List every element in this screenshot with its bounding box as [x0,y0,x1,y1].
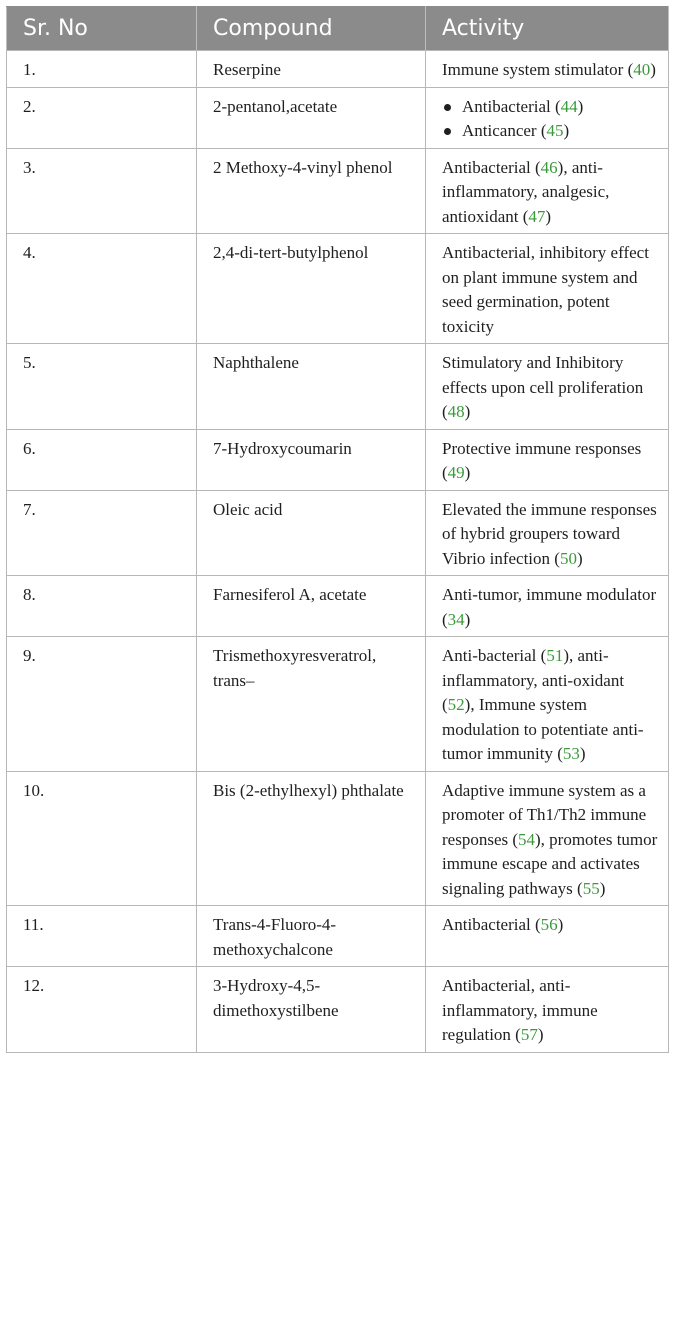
cell-activity [426,148,669,234]
cell-sr-no: 5. [7,344,197,430]
activity-text: ) [599,878,606,898]
cell-compound: 3-Hydroxy-4,5-dimethoxystilbene [197,967,426,1053]
cell-activity [426,87,669,148]
cell-sr-no: 4. [7,234,197,344]
cell-activity [426,344,669,430]
table-row [7,490,669,576]
header-activity: Activity [426,7,669,51]
reference-link[interactable]: 51 [546,646,564,665]
activity-text: Elevated the immune responses of hybrid groupers toward Vibrio infection ( [442,499,657,568]
reference-link[interactable]: 49 [447,463,465,482]
cell-activity [426,576,669,637]
cell-sr-no: 2. [7,87,197,148]
compound-activity-table [6,6,669,1053]
reference-link[interactable]: 44 [560,96,578,116]
cell-compound: Reserpine [197,51,426,88]
table-row [7,51,669,88]
activity-text: Anticancer ( [462,121,547,140]
activity-text: ), anti-inflammatory, analgesic, antioxidant ( [442,157,610,226]
cell-compound: Oleic acid [197,490,426,576]
activity-text: ) [650,60,656,79]
activity-text: Protective immune responses ( [442,438,642,482]
cell-activity [426,429,669,490]
table-row [7,637,669,772]
activity-text: Antibacterial ( [442,915,541,934]
activity-text: ) [576,548,583,568]
activity-text: Stimulatory and Inhibitory effects upon cell proliferation ( [442,353,644,421]
cell-activity [426,771,669,906]
header-compound: Compound [197,7,426,51]
table-row [7,771,669,906]
table-row [7,429,669,490]
reference-link[interactable]: 56 [540,915,558,934]
cell-sr-no: 1. [7,51,197,88]
cell-activity [426,51,669,88]
table-row [7,148,669,234]
reference-link[interactable]: 45 [546,121,564,140]
cell-sr-no: 7. [7,490,197,576]
cell-compound: Trans-4-Fluoro-4-methoxychalcone [197,906,426,967]
activity-list [442,95,660,144]
activity-text: ), Immune system modulation to potentiate anti-tumor immunity ( [442,695,644,763]
cell-compound: Trismethoxyresveratrol, trans– [197,637,426,772]
cell-sr-no: 10. [7,771,197,906]
reference-link[interactable]: 54 [518,829,536,849]
table-row [7,576,669,637]
reference-link[interactable]: 57 [520,1025,538,1044]
activity-text: Anti-bacterial ( [442,646,547,665]
cell-sr-no: 11. [7,906,197,967]
cell-sr-no: 8. [7,576,197,637]
reference-link[interactable]: 48 [447,402,465,421]
cell-compound: Farnesiferol A, acetate [197,576,426,637]
table-header-row [7,7,669,51]
cell-compound: 7-Hydroxycoumarin [197,429,426,490]
activity-text: ) [464,402,471,421]
cell-compound: Naphthalene [197,344,426,430]
cell-activity [426,967,669,1053]
cell-sr-no: 6. [7,429,197,490]
activity-text: ), anti-inflammatory, anti-oxidant ( [442,646,625,714]
reference-link[interactable]: 40 [633,60,651,79]
cell-compound: 2,4-di-tert-butylphenol [197,234,426,344]
cell-sr-no: 9. [7,637,197,772]
activity-text: Anti-tumor, immune modulator ( [442,585,657,629]
cell-activity [426,234,669,344]
cell-sr-no: 12. [7,967,197,1053]
activity-text: Antibacterial, inhibitory effect on plant immune system and seed germination, potent toxicity [442,243,649,336]
table-row [7,234,669,344]
activity-text: ) [577,96,584,116]
cell-compound: Bis (2-ethylhexyl) phthalate [197,771,426,906]
cell-compound: 2 Methoxy-4-vinyl phenol [197,148,426,234]
activity-text: ) [557,915,564,934]
table-row [7,967,669,1053]
reference-link[interactable]: 47 [528,206,546,226]
header-sr-no: Sr. No [7,7,197,51]
activity-text: ), promotes tumor immune escape and activates signaling pathways ( [442,829,658,898]
activity-text: Antibacterial, anti-inflammatory, immune regulation ( [442,976,598,1044]
reference-link[interactable]: 55 [582,878,600,898]
list-item [442,95,660,120]
reference-link[interactable]: 50 [559,548,577,568]
activity-text: Adaptive immune system as a promoter of Th1/Th2 immune responses ( [442,780,647,849]
activity-text: Antibacterial ( [462,96,561,116]
table-row [7,87,669,148]
cell-compound: 2-pentanol,acetate [197,87,426,148]
cell-activity [426,490,669,576]
activity-text: ) [579,744,586,763]
reference-link[interactable]: 53 [562,744,580,763]
activity-text: ) [464,463,471,482]
activity-text: ) [545,206,552,226]
activity-text: ) [464,609,471,629]
activity-text: ) [537,1025,544,1044]
list-item [442,119,660,144]
reference-link[interactable]: 52 [447,695,465,714]
cell-activity [426,906,669,967]
cell-sr-no: 3. [7,148,197,234]
cell-activity [426,637,669,772]
table-row [7,344,669,430]
activity-text: ) [563,121,570,140]
activity-text: Antibacterial ( [442,157,541,177]
reference-link[interactable]: 34 [447,609,465,629]
table-row [7,906,669,967]
activity-text: Immune system stimulator ( [442,60,634,79]
reference-link[interactable]: 46 [540,157,558,177]
